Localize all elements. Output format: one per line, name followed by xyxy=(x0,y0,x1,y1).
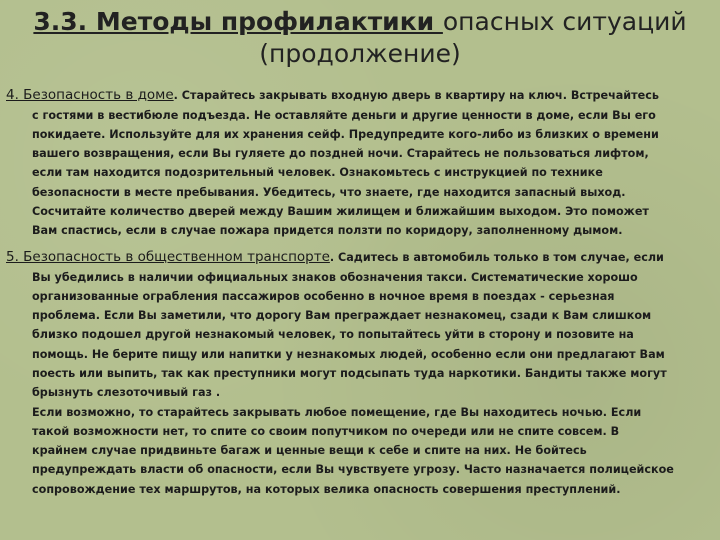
section-5-heading: 5. Безопасность в общественном транспорте xyxy=(6,249,330,265)
text-line: брызнуть слезоточивый газ . xyxy=(32,386,221,400)
text-line: с гостями в вестибюле подъезда. Не оставляйте деньги и другие ценности в доме, если Вы его xyxy=(32,108,656,122)
text-line: поесть или выпить, так как преступники могут подсыпать туда наркотики. Бандиты также могут xyxy=(32,366,667,380)
text-line: крайнем случае придвиньте багаж и ценные вещи к себе и спите на них. Не бойтесь xyxy=(32,444,587,458)
text-line: проблема. Если Вы заметили, что дорогу Вам преграждает незнакомец, сзади к Вам слишком xyxy=(32,309,652,323)
text-line: покидаете. Используйте для их хранения сейф. Предупредите кого-либо из близких о времени xyxy=(32,127,659,141)
title-bold-part: 3.3. Методы профилактики xyxy=(33,7,443,36)
section-4-first-line xyxy=(6,86,716,106)
slide-title xyxy=(0,6,720,70)
text-line: предупреждать власти об опасности, если Вы чувствуете угрозу. Часто назначается полицейское xyxy=(32,463,674,477)
text-line: Если возможно, то старайтесь закрывать любое помещение, где Вы находитесь ночью. Если xyxy=(32,405,642,419)
text-line: безопасности в месте пребывания. Убедитесь, что знаете, где находится запасный выход. xyxy=(32,185,626,199)
text-line: Сосчитайте количество дверей между Вашим жилищем и ближайшим выходом. Это поможет xyxy=(32,204,649,218)
section-home-safety xyxy=(6,86,716,241)
title-line-1 xyxy=(0,6,720,38)
section-5-lead: . Садитесь в автомобиль только в том случае, если xyxy=(329,251,664,264)
section-4-body xyxy=(32,106,716,241)
text-line: вашего возвращения, если Вы гуляете до поздней ночи. Старайтесь не пользоваться лифтом, xyxy=(32,147,649,161)
title-line-2: (продолжение) xyxy=(259,39,461,68)
text-line: помощь. Не берите пищу или напитки у незнакомых людей, особенно если они предлагают Вам xyxy=(32,347,665,361)
text-line: организованные ограбления пассажиров особенно в ночное время в поездах - серьезная xyxy=(32,289,615,303)
text-line: Вам спастись, если в случае пожара придется ползти по коридору, заполненному дымом. xyxy=(32,224,623,238)
text-line: такой возможности нет, то спите со своим попутчиком по очереди или не спите совсем. В xyxy=(32,424,620,438)
text-line: близко подошел другой незнакомый человек, то попытайтесь уйти в сторону и позовите на xyxy=(32,328,634,342)
text-line: Вы убедились в наличии официальных знаков обозначения такси. Систематические хорошо xyxy=(32,270,638,284)
section-4-heading: 4. Безопасность в доме xyxy=(6,87,174,103)
section-5-first-line xyxy=(6,248,716,268)
text-line: сопровождение тех маршрутов, на которых велика опасность совершения преступлений. xyxy=(32,482,621,496)
title-normal-part: опасных ситуаций xyxy=(442,7,687,36)
section-5-body xyxy=(32,268,716,500)
text-line: если там находится подозрительный человек. Ознакомьтесь с инструкцией по технике xyxy=(32,166,603,180)
section-transport-safety xyxy=(6,248,716,499)
section-4-lead: . Старайтесь закрывать входную дверь в квартиру на ключ. Встречайтесь xyxy=(173,89,659,102)
